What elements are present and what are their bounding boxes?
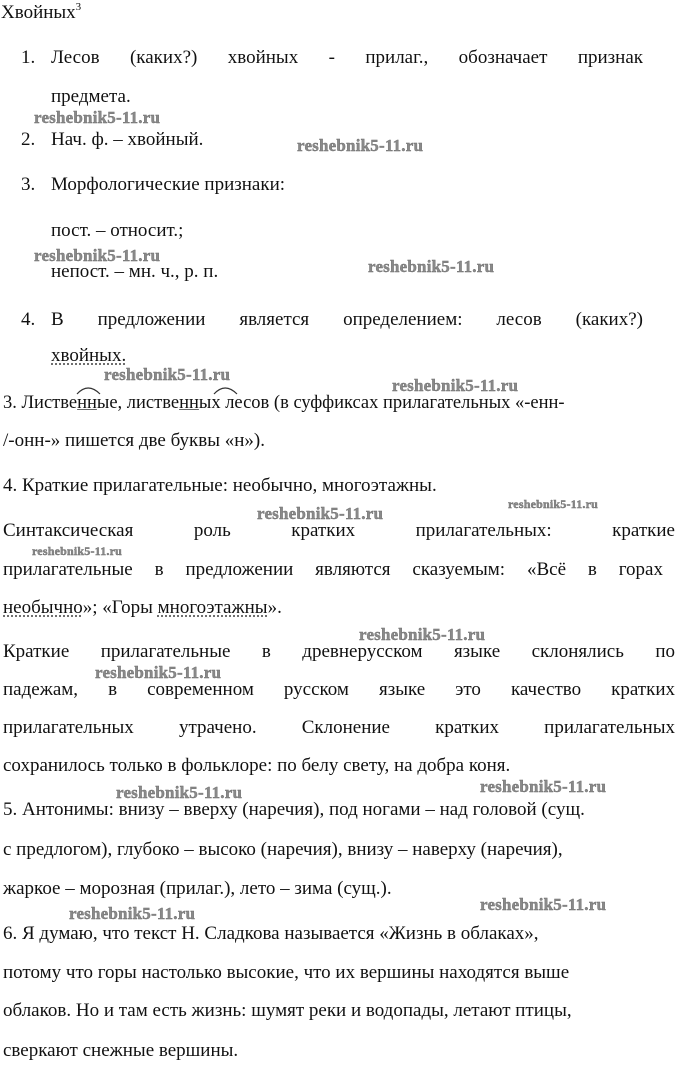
title bbox=[1, 2, 81, 24]
section-5-line1: 5. Антонимы: внизу – вверху (наречия), под ногами – над головой (сущ. bbox=[3, 799, 585, 820]
suffix-nn-mark: нн bbox=[179, 393, 199, 413]
section-4-q1: Краткие прилагательные в древнерусском языке склонялись по bbox=[3, 641, 675, 662]
list-item-3-num: 3. bbox=[21, 174, 36, 195]
watermark: reshebnik5-11.ru bbox=[32, 544, 122, 558]
watermark: reshebnik5-11.ru bbox=[34, 246, 161, 265]
watermark: reshebnik5-11.ru bbox=[34, 108, 161, 127]
list-item-1-num: 1. bbox=[21, 47, 36, 68]
section-4-p3: необычно»; «Горы многоэтажны». bbox=[3, 597, 282, 618]
watermark: reshebnik5-11.ru bbox=[297, 136, 424, 155]
section-4-q3: прилагательных утрачено. Склонение кратких прилагательных bbox=[3, 717, 675, 738]
section-3-line2: /-онн-» пишется две буквы «н»). bbox=[3, 430, 265, 451]
watermark: reshebnik5-11.ru bbox=[116, 783, 243, 802]
watermark: reshebnik5-11.ru bbox=[257, 504, 384, 523]
section-5-line2: с предлогом), глубоко – высоко (наречия), внизу – наверху (наречия), bbox=[3, 839, 563, 860]
section-6-line4: сверкают снежные вершины. bbox=[3, 1040, 239, 1061]
title-word: Хвойных bbox=[1, 2, 76, 23]
highlighted-word: хвойных. bbox=[51, 345, 127, 366]
section-6-line2: потому что горы настолько высокие, что их вершины находятся выше bbox=[3, 962, 570, 983]
section-6-line1: 6. Я думаю, что текст Н. Сладкова называется «Жизнь в облаках», bbox=[3, 923, 539, 944]
list-item-1-line1: Лесов (каких?) хвойных - прилаг., обозначает признак bbox=[51, 47, 643, 68]
watermark: reshebnik5-11.ru bbox=[95, 663, 222, 682]
list-item-1-line2: предмета. bbox=[51, 86, 131, 107]
watermark: reshebnik5-11.ru bbox=[480, 895, 607, 914]
list-item-4-line1: В предложении является определением: лесов (каких?) bbox=[51, 309, 643, 330]
watermark: reshebnik5-11.ru bbox=[508, 497, 598, 511]
list-item-2-num: 2. bbox=[21, 129, 36, 150]
watermark: reshebnik5-11.ru bbox=[104, 365, 231, 384]
section-4-q2: падежам, в современном русском языке это качество кратких bbox=[3, 679, 675, 700]
watermark: reshebnik5-11.ru bbox=[69, 904, 196, 923]
highlighted-word: необычно bbox=[3, 597, 83, 618]
section-5-line3: жаркое – морозная (прилаг.), лето – зима (сущ.). bbox=[3, 878, 392, 899]
suffix-arc-marks bbox=[0, 378, 677, 398]
section-4-p1: Синтаксическая роль кратких прилагательных: краткие bbox=[3, 520, 675, 541]
list-item-4-line2 bbox=[51, 345, 126, 367]
section-6-line3: облаков. Но и там есть жизнь: шумят реки и водопады, летают птицы, bbox=[3, 1000, 572, 1021]
watermark: reshebnik5-11.ru bbox=[368, 257, 495, 276]
list-item-3-text: Морфологические признаки: bbox=[51, 174, 286, 195]
list-item-4-num: 4. bbox=[21, 309, 36, 330]
list-item-2-text: Нач. ф. – хвойный. bbox=[51, 129, 204, 150]
section-4-q4: сохранилось только в фольклоре: по белу свету, на добра коня. bbox=[3, 755, 511, 776]
title-footnote: 3 bbox=[75, 1, 82, 13]
list-sub-constant: пост. – относит.; bbox=[51, 220, 184, 241]
list-sub-variable: непост. – мн. ч., р. п. bbox=[51, 261, 219, 282]
watermark: reshebnik5-11.ru bbox=[480, 777, 607, 796]
section-3-line1: 3. Лиственные, лиственных лесов (в суффиксах прилагательных «-енн- bbox=[3, 393, 565, 413]
highlighted-word: многоэтажны bbox=[157, 597, 268, 618]
section-4-p2: прилагательные в предложении являются сказуемым: «Всё в горах bbox=[3, 559, 663, 580]
suffix-nn-mark: нн bbox=[77, 393, 97, 413]
watermark: reshebnik5-11.ru bbox=[392, 376, 519, 395]
watermark: reshebnik5-11.ru bbox=[359, 625, 486, 644]
section-4-line1: 4. Краткие прилагательные: необычно, многоэтажны. bbox=[3, 475, 437, 496]
